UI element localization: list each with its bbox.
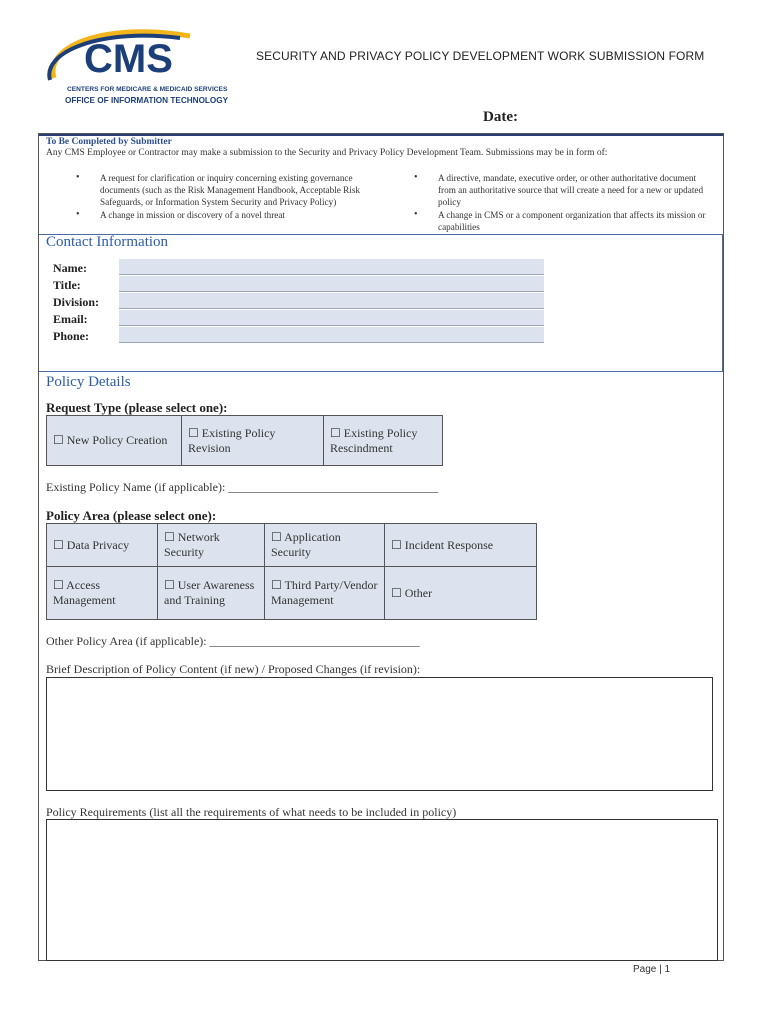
- option-incident-response[interactable]: [385, 524, 537, 567]
- checkbox-icon[interactable]: ☐: [271, 530, 282, 544]
- title-field[interactable]: [119, 276, 544, 292]
- requirements-textarea[interactable]: [46, 819, 718, 961]
- contact-labels: [53, 260, 99, 345]
- option-label: Other: [404, 585, 433, 600]
- date-label: Date:: [483, 109, 518, 125]
- checkbox-icon[interactable]: ☐: [330, 425, 341, 440]
- description-label: Brief Description of Policy Content (if new) / Proposed Changes (if revision):: [46, 662, 421, 676]
- checkbox-icon[interactable]: ☐: [391, 585, 402, 600]
- option-label: Access Management: [53, 578, 116, 607]
- policy-area-label: Policy Area (please select one):: [46, 508, 217, 523]
- logo-office: OFFICE OF INFORMATION TECHNOLOGY: [65, 96, 229, 105]
- option-label: User Awareness and Training: [164, 578, 255, 607]
- bullet-list-left: [76, 172, 381, 221]
- option-label: Existing Policy Revision: [188, 425, 276, 455]
- option-label: Data Privacy: [66, 537, 130, 552]
- option-data-privacy[interactable]: [47, 524, 158, 567]
- list-item: • A request for clarification or inquiry concerning existing governance documents (such as the Risk Management Handbook, Acceptable Risk Safeguards, or Information System Security and Privacy Policy): [76, 172, 381, 208]
- option-third-party[interactable]: [265, 567, 385, 620]
- policy-area-options: [46, 523, 537, 620]
- title-label: Title:: [53, 278, 81, 292]
- page-number: Page | 1: [633, 964, 671, 975]
- list-item: • A change in mission or discovery of a novel threat: [76, 209, 381, 221]
- description-textarea[interactable]: [46, 677, 713, 791]
- option-label: Application Security: [271, 530, 341, 559]
- checkbox-icon[interactable]: ☐: [391, 537, 402, 552]
- contact-heading: Contact Information: [46, 234, 169, 250]
- option-label: New Policy Creation: [66, 433, 168, 447]
- option-existing-rescindment[interactable]: [324, 416, 443, 466]
- option-label: Existing Policy Rescindment: [330, 425, 418, 455]
- checkbox-icon[interactable]: ☐: [53, 537, 64, 552]
- existing-policy-name-label[interactable]: Existing Policy Name (if applicable): ___________________________________: [46, 480, 439, 494]
- frame-top-bar: [39, 134, 723, 136]
- section-divider: [39, 371, 723, 372]
- requirements-label: Policy Requirements (list all the requirements of what needs to be included in policy): [46, 805, 457, 819]
- checkbox-icon[interactable]: ☐: [188, 425, 199, 440]
- checkbox-icon[interactable]: ☐: [271, 578, 282, 592]
- option-existing-revision[interactable]: [182, 416, 324, 466]
- name-label: Name:: [53, 261, 87, 275]
- list-item: • A change in CMS or a component organization that affects its mission or capabilities: [414, 209, 714, 233]
- logo-subtitle: CENTERS FOR MEDICARE & MEDICAID SERVICES: [67, 86, 228, 93]
- option-new-policy[interactable]: [47, 416, 182, 466]
- cms-logo: [40, 22, 250, 108]
- option-label: Incident Response: [404, 537, 494, 552]
- option-access-management[interactable]: [47, 567, 158, 620]
- form-title: SECURITY AND PRIVACY POLICY DEVELOPMENT WORK SUBMISSION FORM: [256, 49, 705, 63]
- bullet-list-right: [414, 172, 714, 233]
- phone-label: Phone:: [53, 329, 89, 343]
- list-item: • A directive, mandate, executive order, or other authoritative document from an authoritative source that will create a need for a new or updated policy: [414, 172, 714, 208]
- email-label: Email:: [53, 312, 88, 326]
- option-label: Network Security: [164, 530, 220, 559]
- option-other[interactable]: [385, 567, 537, 620]
- checkbox-icon[interactable]: ☐: [53, 578, 64, 592]
- contact-right-border: [722, 234, 723, 372]
- intro-title: To Be Completed by Submitter: [46, 137, 172, 147]
- logo-text: CMS: [84, 37, 173, 81]
- request-type-options: [46, 415, 443, 466]
- option-user-awareness[interactable]: [158, 567, 265, 620]
- division-label: Division:: [53, 295, 100, 309]
- email-field[interactable]: [119, 310, 544, 326]
- other-policy-area-label[interactable]: Other Policy Area (if applicable): ___________________________________: [46, 634, 420, 648]
- checkbox-icon[interactable]: ☐: [53, 433, 64, 447]
- division-field[interactable]: [119, 293, 544, 309]
- checkbox-icon[interactable]: ☐: [164, 578, 175, 592]
- name-field[interactable]: [119, 259, 544, 275]
- option-label: Third Party/Vendor Management: [271, 578, 378, 607]
- policy-heading: Policy Details: [46, 374, 131, 390]
- checkbox-icon[interactable]: ☐: [164, 530, 175, 544]
- option-network-security[interactable]: [158, 524, 265, 567]
- phone-field[interactable]: [119, 327, 544, 343]
- option-application-security[interactable]: [265, 524, 385, 567]
- intro-text: Any CMS Employee or Contractor may make a submission to the Security and Privacy Policy Development Team. Submissions may be in form of:: [46, 148, 608, 158]
- contact-fields: [119, 259, 544, 344]
- request-type-label: Request Type (please select one):: [46, 400, 228, 415]
